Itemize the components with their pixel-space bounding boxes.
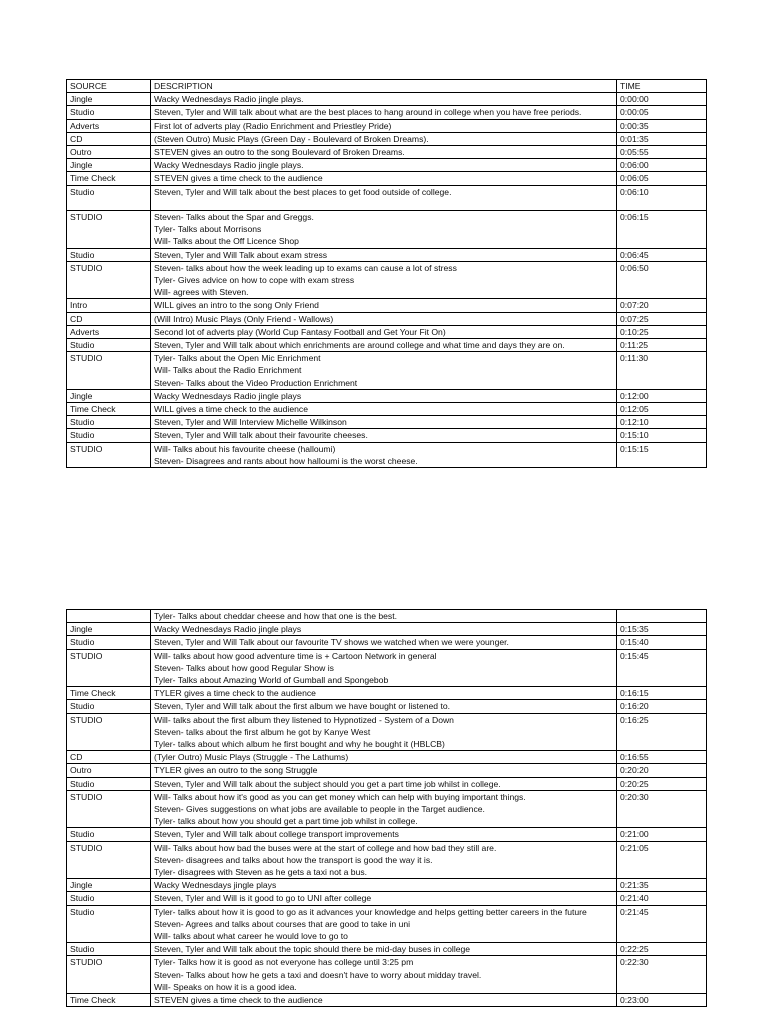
description-line: (Will Intro) Music Plays (Only Friend - Wallows) [154,313,334,324]
description-cell [151,994,617,1007]
table-row [67,943,707,956]
source-cell: STUDIO [67,211,151,249]
description-cell [151,841,617,879]
table-row [67,764,707,777]
time-cell: 0:16:25 [617,713,707,751]
table-header-row [67,80,707,93]
description-cell [151,828,617,841]
description-line: (Steven Outro) Music Plays (Green Day - Boulevard of Broken Dreams). [154,133,429,144]
description-line: Steven, Tyler and Will Talk about our favourite TV shows we watched when we were younger. [154,637,509,648]
time-cell: 0:20:20 [617,764,707,777]
source-cell: Adverts [67,325,151,338]
time-cell: 0:07:20 [617,299,707,312]
source-cell: CD [67,132,151,145]
description-line: Steven- disagrees and talks about how the transport is good the way it is. [154,854,433,865]
description-cell [151,403,617,416]
description-cell [151,312,617,325]
table-row [67,248,707,261]
description-line: Will- Speaks on how it is a good idea. [154,981,297,992]
description-cell [151,623,617,636]
description-cell [151,777,617,790]
description-line: STEVEN gives a time check to the audience [154,995,323,1006]
description-cell [151,943,617,956]
description-line: Steven, Tyler and Will talk about which enrichments are around college and what time and days they are on. [154,340,565,351]
time-cell: 0:21:35 [617,879,707,892]
source-cell: STUDIO [67,790,151,828]
description-line: Wacky Wednesdays jingle plays [154,880,277,891]
table-row [67,751,707,764]
description-cell [151,106,617,119]
source-cell: Studio [67,777,151,790]
source-cell: Jingle [67,93,151,106]
time-cell: 0:11:25 [617,339,707,352]
table-row [67,841,707,879]
description-line: Tyler- Gives advice on how to cope with exam stress [154,275,355,286]
description-cell [151,325,617,338]
time-cell: 0:21:05 [617,841,707,879]
table-row [67,956,707,994]
table-row [67,146,707,159]
source-cell: Jingle [67,389,151,402]
table-row [67,106,707,119]
table-row [67,389,707,402]
source-cell: Outro [67,764,151,777]
description-line: Wacky Wednesdays Radio jingle plays. [154,94,304,105]
source-cell: Studio [67,700,151,713]
time-cell: 0:10:25 [617,325,707,338]
description-cell [151,389,617,402]
description-line: Wacky Wednesdays Radio jingle plays [154,624,302,635]
description-line: Steven- Talks about the Video Production Enrichment [154,377,358,388]
time-cell: 0:06:00 [617,159,707,172]
description-line: Will- talks about the first album they listened to Hypnotized - System of a Down [154,714,454,725]
description-cell [151,905,617,943]
description-line: Tyler- talks about how you should get a part time job whilst in college. [154,816,418,827]
source-cell: STUDIO [67,713,151,751]
source-cell: STUDIO [67,352,151,390]
description-cell [151,700,617,713]
header-description: DESCRIPTION [151,80,617,93]
table-row [67,325,707,338]
description-cell [151,248,617,261]
table-row [67,790,707,828]
table-row [67,132,707,145]
source-cell: Jingle [67,623,151,636]
description-line: Will- agrees with Steven. [154,287,249,298]
source-cell: Time Check [67,172,151,185]
table-row [67,299,707,312]
time-cell: 0:11:30 [617,352,707,390]
table-row [67,687,707,700]
source-cell: Studio [67,892,151,905]
description-line: Steven, Tyler and Will Interview Michelle Wilkinson [154,417,347,428]
description-cell [151,790,617,828]
description-line: Steven- Talks about how good Regular Show is [154,662,334,673]
source-cell: Time Check [67,687,151,700]
description-cell [151,429,617,442]
description-cell [151,416,617,429]
description-line: Steven, Tyler and Will is it good to go to UNI after college [154,893,372,904]
source-cell: Intro [67,299,151,312]
description-line: Steven, Tyler and Will talk about the best places to get food outside of college. [154,186,452,197]
source-cell: STUDIO [67,649,151,687]
description-line: Will- talks about how good adventure time is + Cartoon Network in general [154,650,437,661]
description-cell [151,146,617,159]
description-cell [151,687,617,700]
description-cell [151,892,617,905]
source-cell: Studio [67,943,151,956]
source-cell: Studio [67,416,151,429]
description-line: STEVEN gives a time check to the audience [154,173,323,184]
description-cell [151,211,617,249]
table-row [67,892,707,905]
description-cell [151,261,617,299]
description-line: Will- Talks about how it's good as you can get money which can help with buying important things. [154,791,526,802]
time-cell: 0:15:15 [617,442,707,467]
source-cell: Adverts [67,119,151,132]
table-row [67,700,707,713]
description-line: Tyler- Talks about cheddar cheese and how that one is the best. [154,611,398,621]
description-line: Steven- talks about the first album he got by Kanye West [154,726,371,737]
table-row [67,312,707,325]
source-cell: Studio [67,905,151,943]
table-row [67,211,707,249]
description-cell [151,352,617,390]
source-cell: Studio [67,106,151,119]
time-cell: 0:06:45 [617,248,707,261]
table-row [67,93,707,106]
source-cell: STUDIO [67,261,151,299]
description-line: WILL gives an intro to the song Only Friend [154,300,319,311]
header-time: TIME [617,80,707,93]
source-cell: Studio [67,248,151,261]
source-cell: Time Check [67,403,151,416]
table-row [67,442,707,467]
table-row [67,713,707,751]
time-cell: 0:15:45 [617,649,707,687]
time-cell: 0:00:00 [617,93,707,106]
time-cell: 0:06:05 [617,172,707,185]
description-cell [151,956,617,994]
description-line: Tyler- Talks how it is good as not everyone has college until 3:25 pm [154,957,414,968]
description-cell [151,172,617,185]
description-line: TYLER gives a time check to the audience [154,688,316,699]
source-cell: Studio [67,339,151,352]
description-cell [151,649,617,687]
time-cell: 0:12:00 [617,389,707,402]
description-line: TYLER gives an outro to the song Struggle [154,765,318,776]
description-line: Steven, Tyler and Will talk about what are the best places to hang around in college when you have free periods. [154,107,582,118]
time-cell: 0:21:45 [617,905,707,943]
source-cell: Studio [67,429,151,442]
description-line: Steven, Tyler and Will talk about their favourite cheeses. [154,430,368,441]
table-row [67,905,707,943]
header-source: SOURCE [67,80,151,93]
description-line: Wacky Wednesdays Radio jingle plays [154,390,302,401]
table-row [67,623,707,636]
time-cell: 0:12:10 [617,416,707,429]
time-cell: 0:06:15 [617,211,707,249]
source-cell: Studio [67,185,151,210]
description-cell [151,764,617,777]
source-cell: Outro [67,146,151,159]
source-cell: STUDIO [67,442,151,467]
description-line: Steven- Agrees and talks about courses that are good to take in uni [154,918,411,929]
table-row [67,828,707,841]
description-cell [151,132,617,145]
description-line: First lot of adverts play (Radio Enrichment and Priestley Pride) [154,120,392,131]
description-line: Will- Talks about how bad the buses were at the start of college and how bad they still are. [154,842,497,853]
table-row [67,339,707,352]
source-cell: Studio [67,636,151,649]
description-line: Tyler- talks about which album he first bought and why he bought it (HBLCB) [154,739,445,750]
description-line: Tyler- Talks about Morrisons [154,224,262,235]
description-line [154,198,613,210]
time-cell: 0:00:05 [617,106,707,119]
running-order-table-1 [66,79,707,468]
description-cell [151,879,617,892]
table-row [67,119,707,132]
source-cell: CD [67,751,151,764]
time-cell: 0:16:15 [617,687,707,700]
description-line: WILL gives a time check to the audience [154,404,308,415]
running-order-table-2 [66,609,707,1007]
description-line: Steven, Tyler and Will talk about the subject should you get a part time job whilst in college. [154,778,501,789]
description-line: Steven, Tyler and Will talk about the first album we have bought or listened to. [154,701,451,712]
time-cell: 0:01:35 [617,132,707,145]
description-cell [151,119,617,132]
description-cell [151,713,617,751]
table-row [67,159,707,172]
description-line: Steven, Tyler and Will talk about college transport improvements [154,829,399,840]
time-cell: 0:06:50 [617,261,707,299]
table-row [67,429,707,442]
description-cell [151,299,617,312]
time-cell: 0:15:35 [617,623,707,636]
description-line: (Tyler Outro) Music Plays (Struggle - The Lathums) [154,752,349,763]
time-cell: 0:20:25 [617,777,707,790]
description-cell [151,159,617,172]
description-line: Will- Talks about his favourite cheese (halloumi) [154,443,336,454]
source-cell: STUDIO [67,956,151,994]
description-cell [151,636,617,649]
description-line: Will- talks about what career he would love to go to [154,931,348,942]
table-row [67,352,707,390]
table-row [67,777,707,790]
time-cell: 0:00:35 [617,119,707,132]
description-line: Steven, Tyler and Will Talk about exam stress [154,249,328,260]
table-row [67,172,707,185]
description-cell [151,751,617,764]
source-cell: Studio [67,828,151,841]
description-cell [151,610,617,623]
time-cell: 0:16:20 [617,700,707,713]
table-row [67,403,707,416]
time-cell: 0:22:30 [617,956,707,994]
time-cell: 0:21:00 [617,828,707,841]
table-row [67,994,707,1007]
table-row [67,185,707,210]
time-cell: 0:21:40 [617,892,707,905]
description-line: Steven- Disagrees and rants about how halloumi is the worst cheese. [154,455,418,466]
source-cell: Jingle [67,879,151,892]
description-line: Steven- Talks about the Spar and Greggs. [154,212,314,223]
description-cell [151,339,617,352]
source-cell [67,610,151,623]
time-cell: 0:12:05 [617,403,707,416]
time-cell: 0:06:10 [617,185,707,210]
time-cell: 0:15:40 [617,636,707,649]
table-row [67,649,707,687]
time-cell: 0:23:00 [617,994,707,1007]
time-cell: 0:20:30 [617,790,707,828]
description-cell [151,185,617,210]
description-line: Steven- talks about how the week leading up to exams can cause a lot of stress [154,262,457,273]
time-cell: 0:05:55 [617,146,707,159]
time-cell [617,610,707,623]
description-line: Will- Talks about the Off Licence Shop [154,236,299,247]
source-cell: Jingle [67,159,151,172]
description-line: Steven- Gives suggestions on what jobs are available to people in the Target audience. [154,804,485,815]
description-line: Second lot of adverts play (World Cup Fantasy Football and Get Your Fit On) [154,326,446,337]
description-line: Tyler- disagrees with Steven as he gets a taxi not a bus. [154,867,368,878]
source-cell: STUDIO [67,841,151,879]
description-line: STEVEN gives an outro to the song Boulevard of Broken Dreams. [154,147,405,158]
table-row [67,416,707,429]
source-cell: CD [67,312,151,325]
description-line: Tyler- Talks about the Open Mic Enrichment [154,353,321,364]
time-cell: 0:16:55 [617,751,707,764]
description-line: Steven- Talks about how he gets a taxi and doesn't have to worry about midday travel. [154,969,482,980]
description-line: Will- Talks about the Radio Enrichment [154,365,302,376]
time-cell: 0:07:25 [617,312,707,325]
description-cell [151,442,617,467]
description-cell [151,93,617,106]
table-row [67,261,707,299]
time-cell: 0:22:25 [617,943,707,956]
table-row [67,636,707,649]
source-cell: Time Check [67,994,151,1007]
description-line: Steven, Tyler and Will talk about the topic should there be mid-day buses in college [154,944,471,955]
time-cell: 0:15:10 [617,429,707,442]
description-line: Tyler- talks about how it is good to go as it advances your knowledge and helps getting better careers in the future [154,906,587,917]
description-line: Wacky Wednesdays Radio jingle plays. [154,160,304,171]
table-row [67,610,707,623]
description-line: Tyler- Talks about Amazing World of Gumball and Spongebob [154,675,389,686]
table-row [67,879,707,892]
